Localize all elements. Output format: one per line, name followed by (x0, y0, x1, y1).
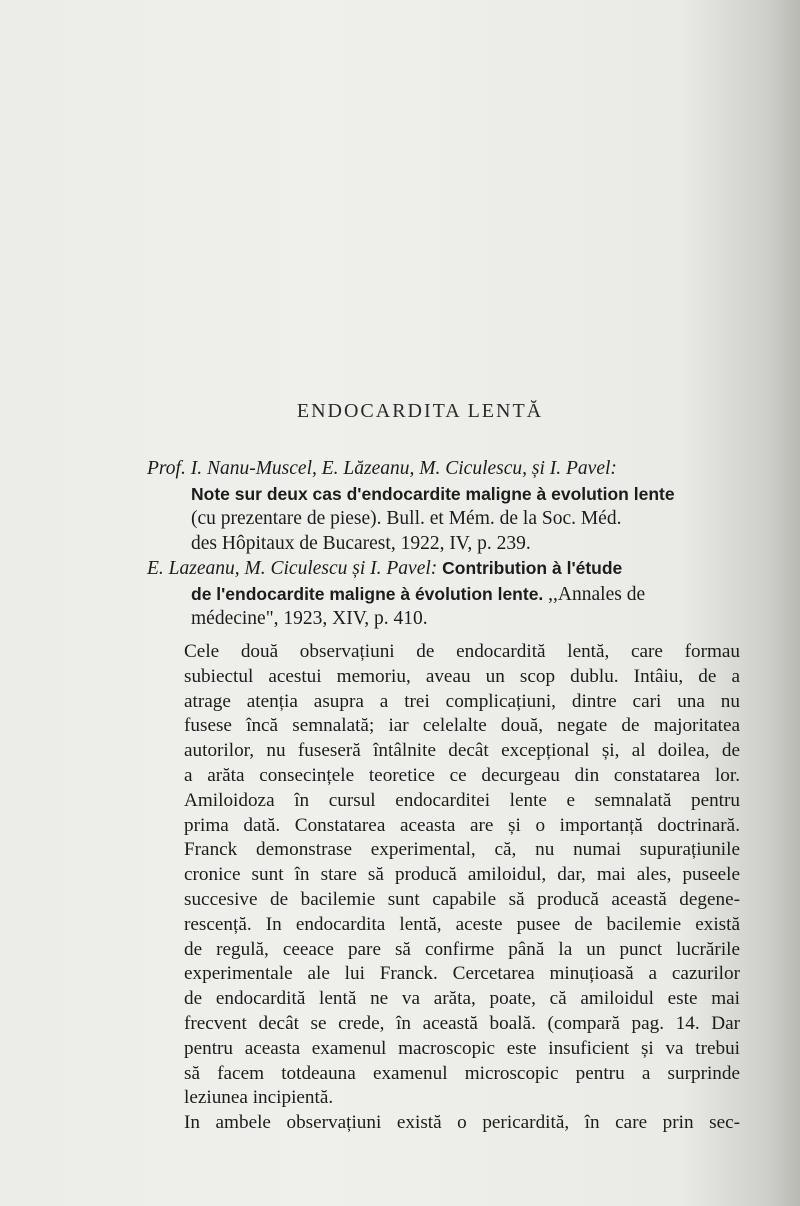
text-line: atrage atenția asupra a trei complicațiuni, dintre cari una nu (184, 690, 740, 712)
paragraph (140, 1111, 740, 1136)
text-line: Franck demonstrase experimental, că, nu numai supurațiunile (184, 839, 740, 861)
reference-details: ,,Annales de (548, 583, 646, 605)
reference-title: Contribution à l'étude (442, 558, 623, 578)
text-line: cronice sunt în stare să producă amiloidul, dar, mai ales, puseele (184, 864, 740, 886)
text-line: autorilor, nu fuseseră întâlnite decât excepțional și, al doilea, de (184, 740, 740, 762)
reference-details: (cu prezentare de piese). Bull. et Mém. de la Soc. Méd. (191, 508, 622, 529)
text-line: să facem totdeauna examenul microscopic pentru a surprinde (184, 1062, 740, 1084)
text-line: subiectul acestui memoriu, aveau un scop dublu. Intâiu, de a (184, 665, 740, 687)
text-line: de endocardită lentă ne va arăta, poate, că amiloidul este mai (184, 988, 740, 1010)
reference-details: médecine", 1923, XIV, p. 410. (191, 608, 428, 629)
text-line: leziunea incipientă. (184, 1087, 334, 1109)
reference-title: de l'endocardite maligne à évolution lente. (191, 583, 544, 604)
text-line: succesive de bacilemie sunt capabile să producă această degene- (184, 888, 740, 910)
body-text (140, 640, 740, 1136)
reference-1 (147, 457, 762, 556)
page-title: ENDOCARDITA LENTĂ (296, 400, 544, 422)
paragraph (140, 789, 740, 1111)
reference-title: Note sur deux cas d'endocardite maligne à evolution lente (191, 483, 675, 504)
reference-authors: Prof. I. Nanu-Muscel, E. Lăzeanu, M. Ciculescu, și I. Pavel: (147, 458, 617, 479)
text-line: Cele două observațiuni de endocardită lentă, care formau (184, 641, 740, 662)
text-line: de regulă, ceeace pare să confirme până la un punct lucrările (184, 938, 740, 960)
reference-authors: E. Lazeanu, M. Ciculescu și I. Pavel: (147, 558, 438, 579)
reference-2 (147, 556, 762, 632)
text-line: frecvent decât se crede, în această boală. (compară pag. 14. Dar (184, 1012, 740, 1034)
text-line: rescență. In endocardita lentă, aceste pusee de bacilemie există (184, 913, 740, 935)
text-line: In ambele observațiuni există o pericardită, în care prin sec- (184, 1112, 740, 1134)
bibliography (147, 457, 762, 632)
reference-details: des Hôpitaux de Bucarest, 1922, IV, p. 239. (191, 532, 531, 554)
paragraph (140, 640, 740, 789)
text-line: experimentale ale lui Franck. Cercetarea minuțioasă a cazurilor (184, 963, 740, 985)
text-line: Amiloidoza în cursul endocarditei lente e semnalată pentru (184, 789, 740, 811)
text-line: fusese încă semnalată; iar celelalte două, negate de majoritatea (184, 715, 740, 737)
text-line: pentru aceasta examenul macroscopic este insuficient și va trebui (184, 1037, 740, 1059)
text-line: a arăta consecințele teoretice ce decurgeau din constatarea lor. (184, 764, 740, 786)
text-line: prima dată. Constatarea aceasta are și o importanță doctrinară. (184, 814, 740, 836)
